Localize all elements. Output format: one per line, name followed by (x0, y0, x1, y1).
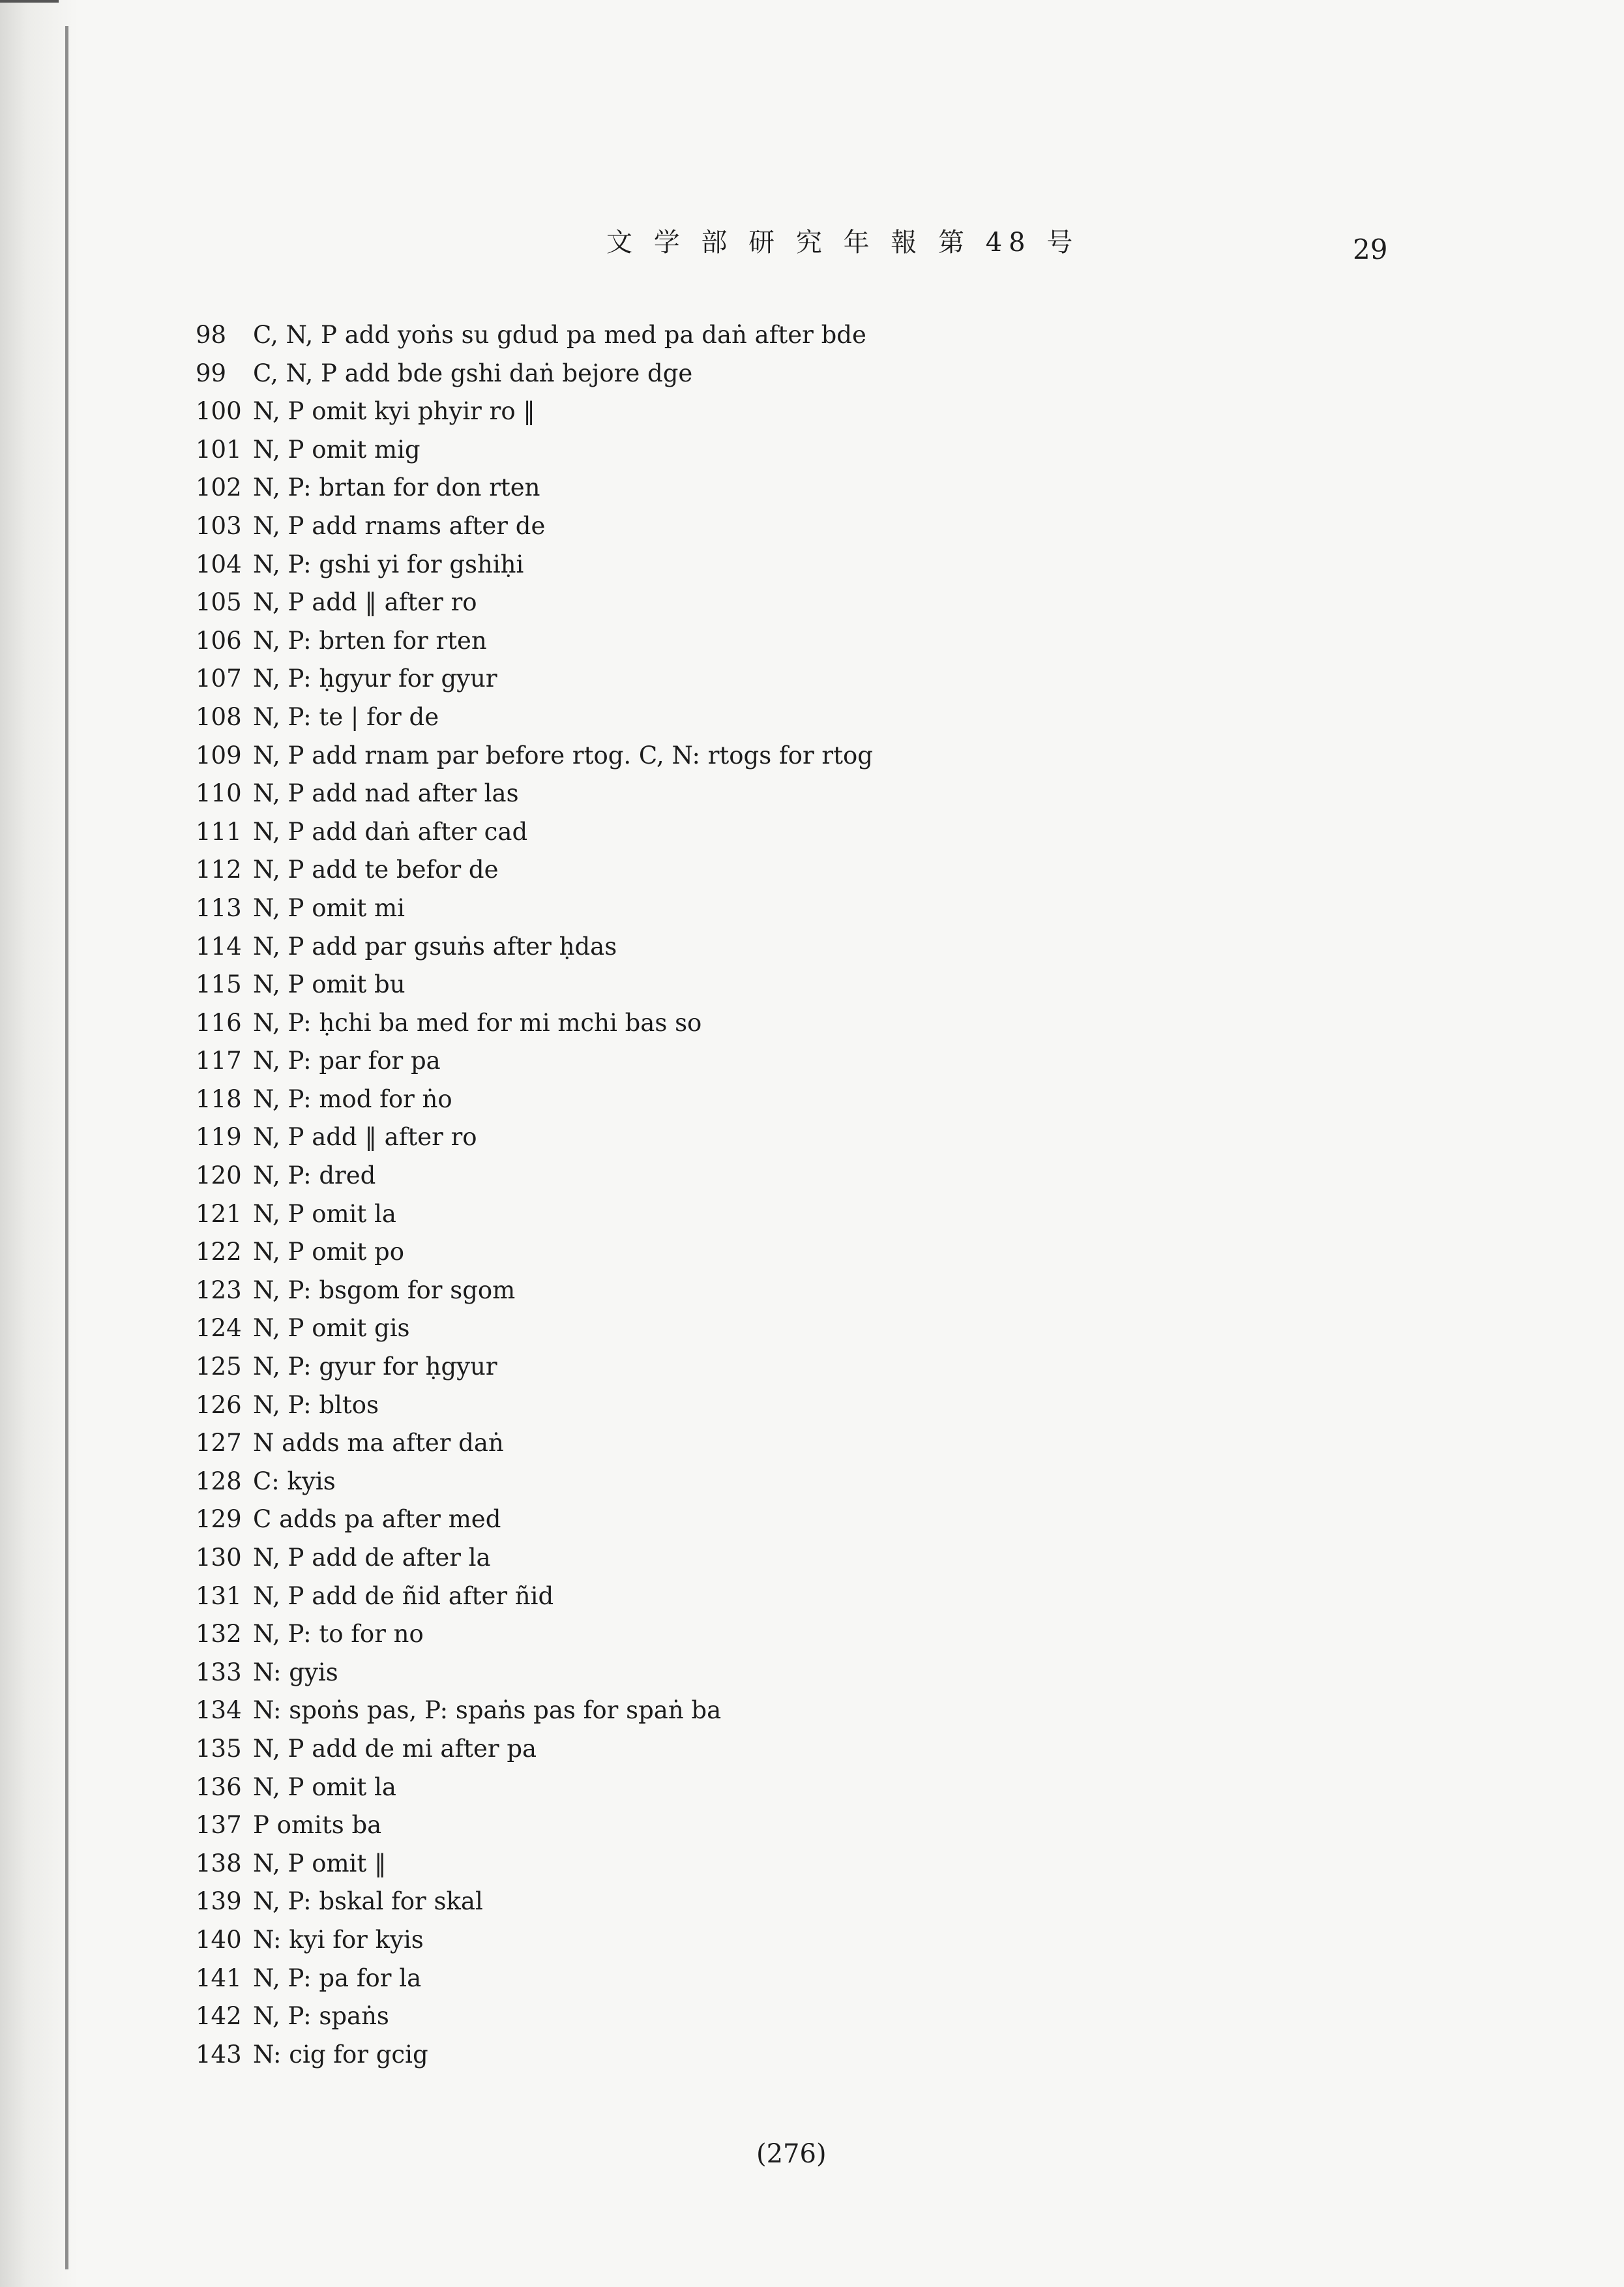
note-text: N, P add daṅ after cad (253, 817, 528, 846)
note-line (196, 1692, 873, 1730)
note-text: N, P: dred (253, 1161, 376, 1190)
note-line (196, 1004, 873, 1043)
note-line (196, 1195, 873, 1234)
note-line (196, 928, 873, 966)
note-number: 117 (196, 1047, 242, 1075)
note-line (196, 889, 873, 928)
note-number: 99 (196, 359, 227, 387)
note-line (196, 1386, 873, 1425)
note-number: 142 (196, 2002, 242, 2031)
note-text: N, P: ḥchi ba med for mi mchi bas so (253, 1008, 702, 1037)
note-number: 104 (196, 550, 242, 578)
note-text: N: cig for gcig (253, 2040, 428, 2069)
note-text: N, P add par gsuṅs after ḥdas (253, 932, 617, 961)
note-text: C adds pa after med (253, 1505, 501, 1534)
note-number: 118 (196, 1084, 242, 1113)
note-text: N, P add de after la (253, 1544, 491, 1572)
note-text: N, P omit mi (253, 893, 405, 922)
note-line (196, 1309, 873, 1348)
note-text: N, P omit po (253, 1238, 404, 1266)
note-number: 100 (196, 397, 242, 426)
note-number: 115 (196, 970, 242, 999)
note-text: N, P add ‖ after ro (253, 1123, 477, 1152)
note-line (196, 1042, 873, 1081)
note-line (196, 1845, 873, 1883)
note-line (196, 1615, 873, 1654)
note-number: 107 (196, 665, 242, 693)
note-line (196, 851, 873, 889)
note-number: 102 (196, 473, 242, 502)
note-line (196, 622, 873, 661)
note-number: 103 (196, 511, 242, 540)
note-line (196, 1769, 873, 1807)
note-text: N, P add ‖ after ro (253, 588, 477, 617)
note-number: 140 (196, 1925, 242, 1954)
note-line (196, 1081, 873, 1119)
note-number: 125 (196, 1353, 242, 1381)
top-corner-rule (0, 0, 59, 3)
note-number: 128 (196, 1467, 242, 1495)
note-text: P omits ba (253, 1811, 382, 1840)
note-number: 105 (196, 588, 242, 617)
note-number: 131 (196, 1581, 242, 1610)
footer-folio: (276) (756, 2139, 827, 2169)
note-text: N, P omit bu (253, 970, 406, 999)
note-text: N, P: bsgom for sgom (253, 1276, 516, 1304)
note-text: N, P add de ñid after ñid (253, 1581, 554, 1610)
note-text: N, P add de mi after pa (253, 1734, 537, 1763)
note-line (196, 507, 873, 546)
note-line (196, 1730, 873, 1769)
note-number: 120 (196, 1161, 242, 1190)
note-number: 134 (196, 1696, 242, 1725)
note-line (196, 1997, 873, 2036)
note-line (196, 1157, 873, 1195)
note-text: N, P omit la (253, 1199, 396, 1228)
note-text: N, P: brten for rten (253, 626, 487, 655)
note-line (196, 1921, 873, 1960)
note-text: N, P add nad after las (253, 779, 519, 808)
note-line (196, 1424, 873, 1463)
note-line (196, 775, 873, 813)
note-line (196, 698, 873, 737)
note-line (196, 1348, 873, 1386)
note-line (196, 2036, 873, 2074)
note-number: 138 (196, 1849, 242, 1877)
note-number: 119 (196, 1123, 242, 1152)
note-number: 106 (196, 626, 242, 655)
textual-notes-list (196, 316, 873, 2074)
note-text: N, P: brtan for don rten (253, 473, 540, 502)
note-number: 126 (196, 1390, 242, 1419)
note-line (196, 966, 873, 1004)
note-number: 133 (196, 1658, 242, 1686)
note-number: 98 (196, 321, 227, 349)
note-text: N: gyis (253, 1658, 338, 1686)
note-text: N, P: gyur for ḥgyur (253, 1353, 497, 1381)
note-number: 124 (196, 1314, 242, 1343)
note-line (196, 431, 873, 470)
note-line (196, 1463, 873, 1501)
note-number: 122 (196, 1238, 242, 1266)
note-number: 108 (196, 702, 242, 731)
note-line (196, 813, 873, 852)
note-line (196, 1118, 873, 1157)
note-text: N, P: par for pa (253, 1047, 441, 1075)
note-line (196, 660, 873, 698)
note-number: 139 (196, 1887, 242, 1916)
note-number: 110 (196, 779, 242, 808)
note-line (196, 1806, 873, 1845)
note-text: C, N, P add bde gshi daṅ bejore dge (253, 359, 693, 387)
note-line (196, 1272, 873, 1310)
note-number: 137 (196, 1811, 242, 1840)
note-text: N, P: te | for de (253, 702, 439, 731)
page-number: 29 (1353, 233, 1388, 265)
note-text: N, P: bskal for skal (253, 1887, 483, 1916)
note-number: 113 (196, 893, 242, 922)
note-text: N, P: bltos (253, 1390, 379, 1419)
note-text: N, P: spaṅs (253, 2002, 389, 2031)
note-line (196, 1883, 873, 1921)
note-text: N, P add rnams after de (253, 511, 546, 540)
note-number: 114 (196, 932, 242, 961)
note-text: N, P omit gis (253, 1314, 410, 1343)
note-line (196, 584, 873, 622)
journal-header: 文 学 部 研 究 年 報 第 48 号 (606, 228, 1080, 258)
note-text: N, P omit ‖ (253, 1849, 387, 1877)
note-text: N: kyi for kyis (253, 1925, 424, 1954)
note-number: 129 (196, 1505, 242, 1534)
note-line (196, 737, 873, 775)
note-line (196, 1654, 873, 1692)
note-text: N, P: mod for ṅo (253, 1084, 452, 1113)
note-text: N: spoṅs pas, P: spaṅs pas for spaṅ ba (253, 1696, 722, 1725)
note-text: N, P: to for no (253, 1620, 424, 1649)
note-number: 127 (196, 1429, 242, 1457)
note-number: 121 (196, 1199, 242, 1228)
note-text: N, P: gshi yi for gshiḥi (253, 550, 524, 578)
binding-edge-line (65, 26, 68, 2269)
note-line (196, 546, 873, 584)
note-number: 123 (196, 1276, 242, 1304)
note-number: 143 (196, 2040, 242, 2069)
note-text: N adds ma after daṅ (253, 1429, 504, 1457)
note-line (196, 1577, 873, 1616)
note-line (196, 469, 873, 507)
note-line (196, 1233, 873, 1272)
note-line (196, 393, 873, 431)
note-line (196, 1501, 873, 1539)
note-number: 109 (196, 741, 242, 770)
note-number: 130 (196, 1544, 242, 1572)
note-text: N, P: pa for la (253, 1964, 422, 1992)
note-line (196, 1960, 873, 1998)
note-text: C: kyis (253, 1467, 336, 1495)
note-text: N, P omit kyi phyir ro ‖ (253, 397, 535, 426)
note-number: 132 (196, 1620, 242, 1649)
note-text: C, N, P add yoṅs su gdud pa med pa daṅ after bde (253, 321, 866, 349)
note-number: 135 (196, 1734, 242, 1763)
note-text: N, P omit mig (253, 435, 421, 464)
note-text: N, P: ḥgyur for gyur (253, 665, 497, 693)
note-text: N, P add rnam par before rtog. C, N: rtogs for rtog (253, 741, 873, 770)
note-line (196, 316, 873, 355)
note-text: N, P omit la (253, 1772, 396, 1801)
note-number: 101 (196, 435, 242, 464)
note-number: 116 (196, 1008, 242, 1037)
note-number: 112 (196, 856, 242, 884)
note-number: 141 (196, 1964, 242, 1992)
note-number: 136 (196, 1772, 242, 1801)
note-line (196, 1539, 873, 1577)
note-line (196, 355, 873, 393)
note-number: 111 (196, 817, 242, 846)
note-text: N, P add te befor de (253, 856, 499, 884)
